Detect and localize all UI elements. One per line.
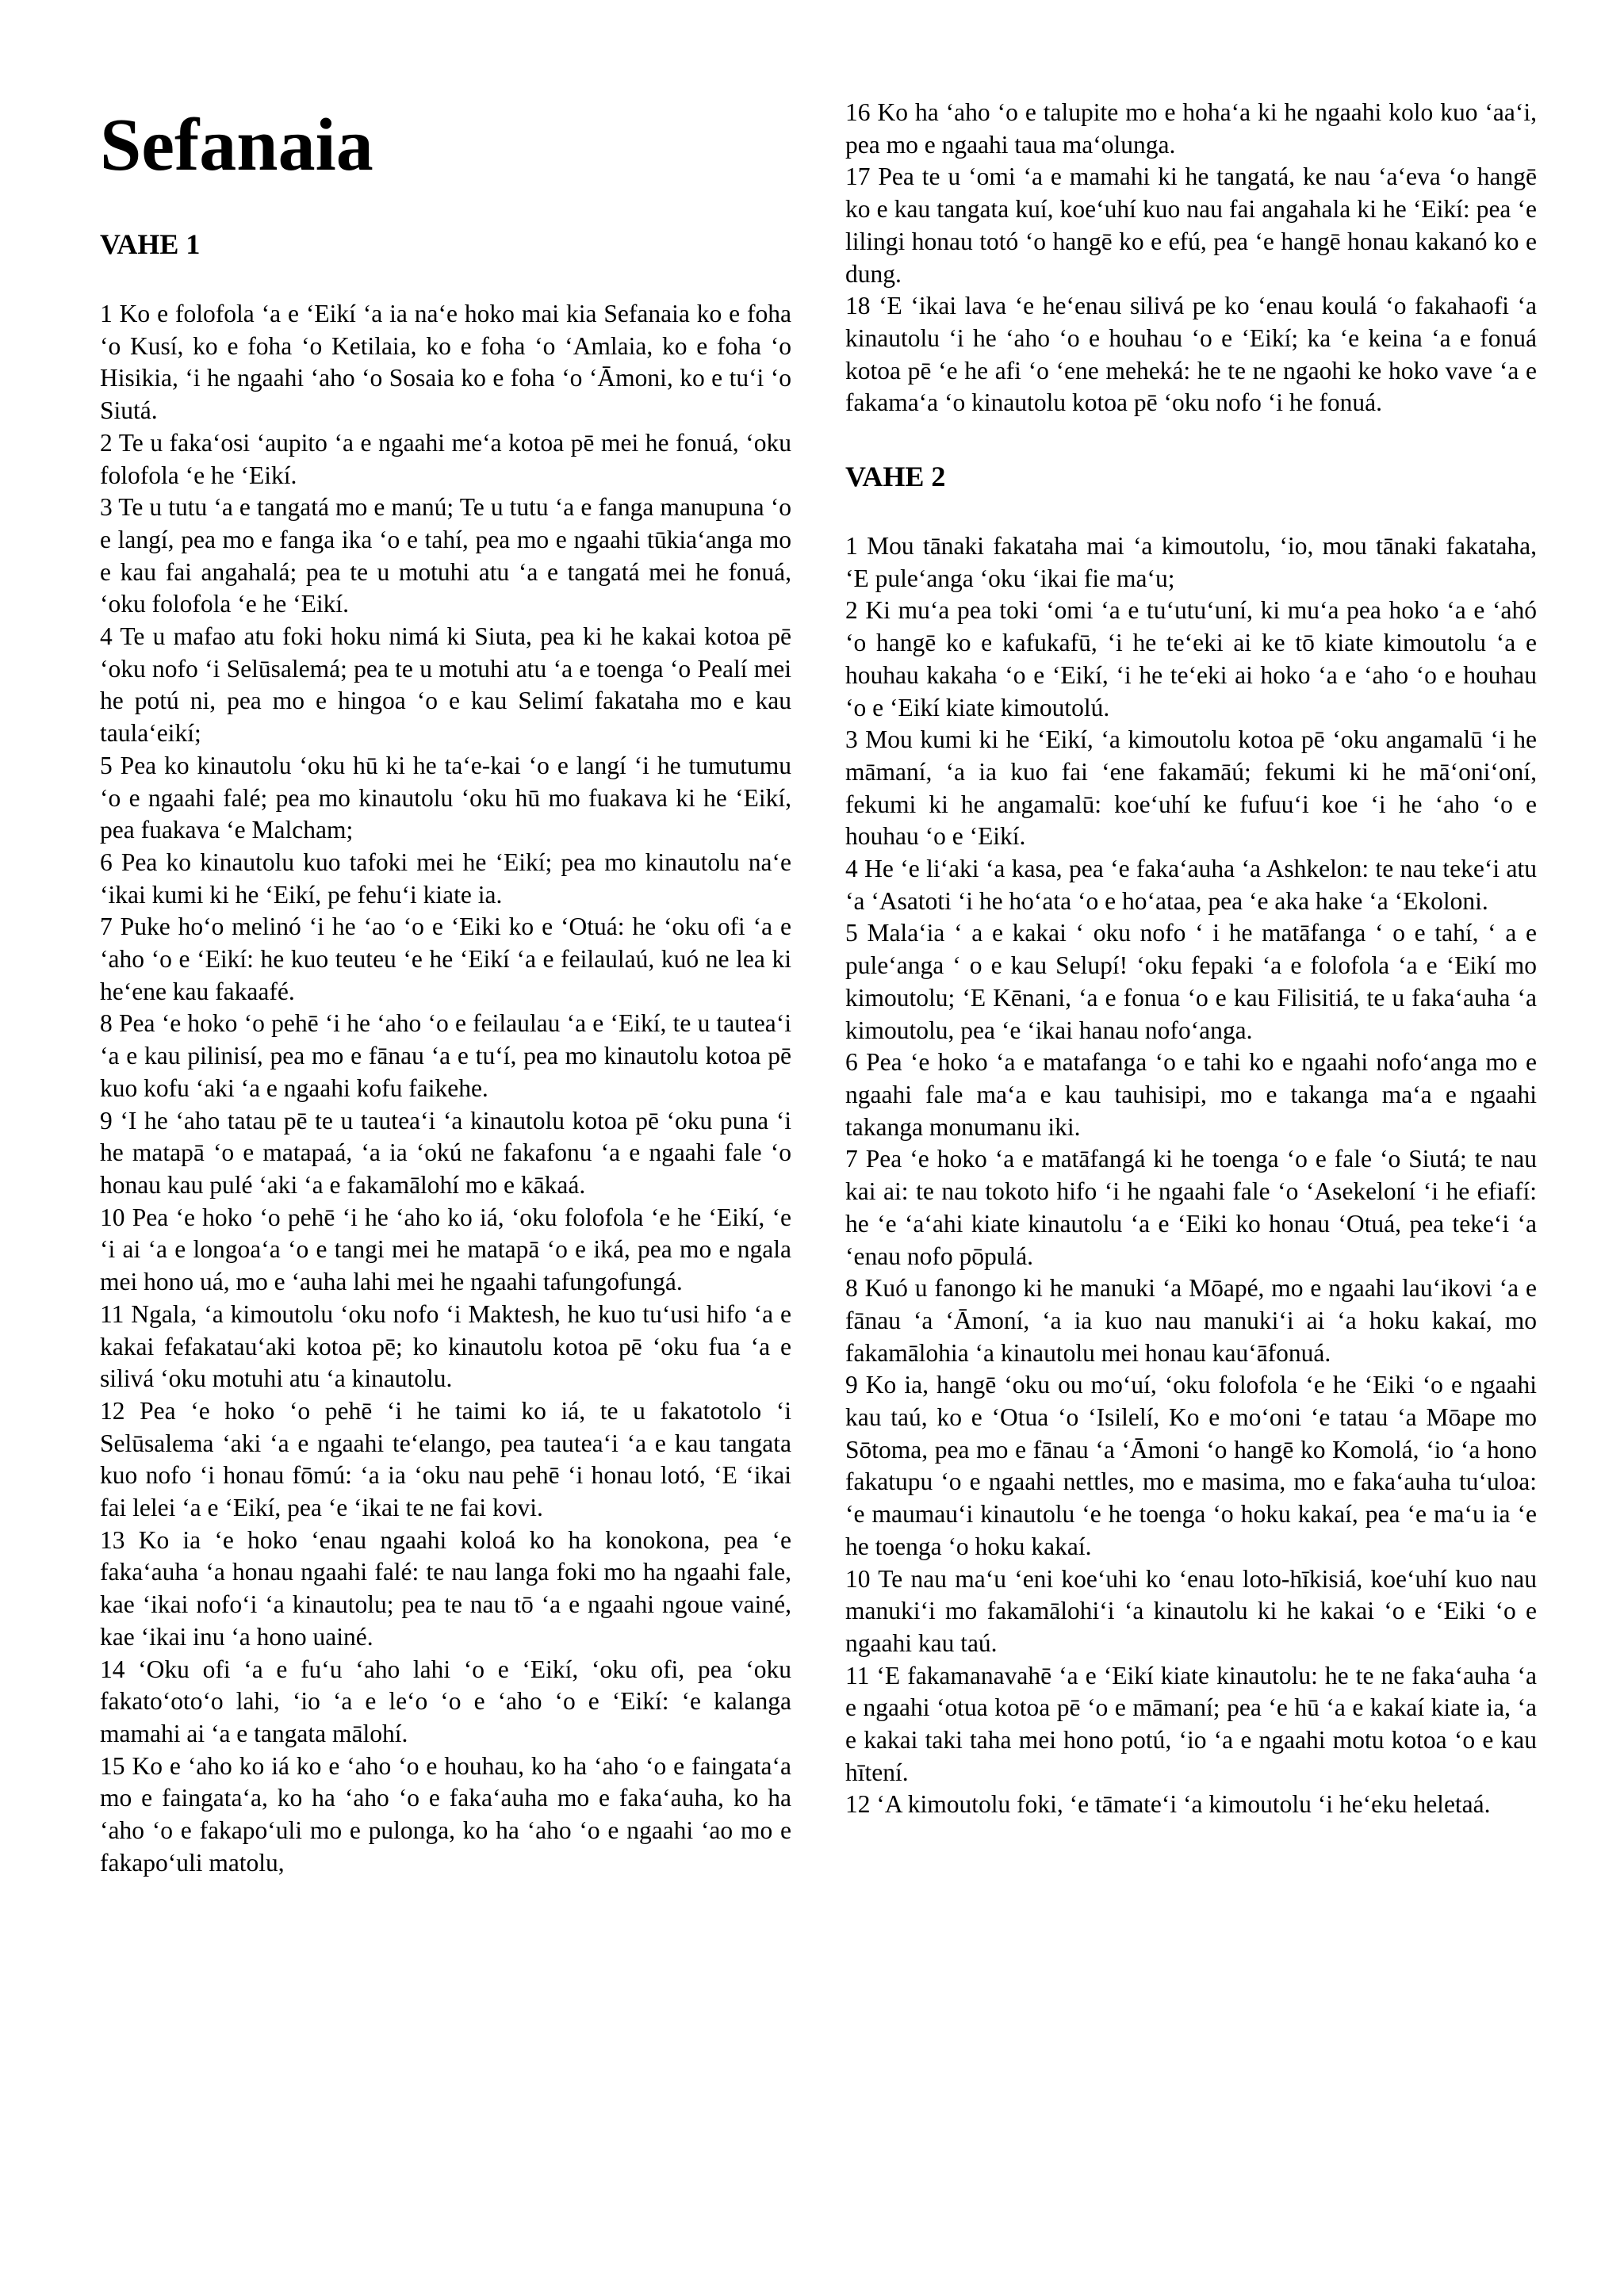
verse: 5 Mala‘ia ‘ a e kakai ‘ oku nofo ‘ i he matāfanga ‘ o e tahí, ‘ a e pule‘anga ‘ o e kau Selupí! ‘oku fepaki ‘a e folofola ‘a e ‘Eikí mo kimoutolu; ‘E Kēnani, ‘a e fonua ‘o e kau Filisitiá, te u faka‘auha ‘a kimoutolu, pea ‘e ‘ikai hanau nofo‘anga. xyxy=(845,919,1537,1044)
left-column xyxy=(100,97,791,1879)
verse: 1 Mou tānaki fakataha mai ‘a kimoutolu, ‘io, mou tānaki fakataha, ‘E pule‘anga ‘oku ‘ikai fie ma‘u; xyxy=(845,532,1537,592)
verse: 2 Ki mu‘a pea toki ‘omi ‘a e tu‘utu‘uní, ki mu‘a pea hoko ‘a e ‘ahó ‘o hangē ko e kafukafū, ‘i he te‘eki ai ke tō kiate kimoutolu ‘a e houhau kakaha ‘o e ‘Eikí, ‘i he te‘eki ai hoko ‘a e ‘aho ‘o e houhau ‘o e ‘Eikí kiate kimoutolú. xyxy=(845,596,1537,721)
verse: 16 Ko ha ‘aho ‘o e talupite mo e hoha‘a ki he ngaahi kolo kuo ‘aa‘i, pea mo e ngaahi taua ma‘olunga. xyxy=(845,98,1537,159)
verse: 10 Pea ‘e hoko ‘o pehē ‘i he ‘aho ko iá, ‘oku folofola ‘e he ‘Eikí, ‘e ‘i ai ‘a e longoa‘a ‘o e tangi mei he matapā ‘o e iká, pea mo e ngala mei hono uá, mo e ‘auha lahi mei he ngaahi tafungofungá. xyxy=(100,1203,791,1296)
right-column xyxy=(845,97,1537,1821)
verse: 4 He ‘e li‘aki ‘a kasa, pea ‘e faka‘auha ‘a Ashkelon: te nau teke‘i atu ‘a ‘Asatoti ‘i he ho‘ata ‘o e ho‘ataa, pea ‘e aka hake ‘a ‘Ekoloni. xyxy=(845,855,1537,915)
verse: 4 Te u mafao atu foki hoku nimá ki Siuta, pea ki he kakai kotoa pē ‘oku nofo ‘i Selūsalemá; pea te u motuhi atu ‘a e toenga ‘o Pealí mei he potú ni, pea mo e hingoa ‘o e kau Selimí fakataha mo e kau taula‘eikí; xyxy=(100,622,791,748)
verse: 18 ‘E ‘ikai lava ‘e he‘enau silivá pe ko ‘enau koulá ‘o fakahaofi ‘a kinautolu ‘i he ‘aho ‘o e houhau ‘o e ‘Eikí; ka ‘e keina ‘a e fonuá kotoa pē ‘e he afi ‘o ‘ene meheká: he te ne ngaohi ke hoko vave ‘a e fakama‘a ‘o kinautolu kotoa pē ‘oku nofo ‘i he fonuá. xyxy=(845,292,1537,417)
verse: 9 ‘I he ‘aho tatau pē te u tautea‘i ‘a kinautolu kotoa pē ‘oku puna ‘i he matapā ‘o e matapaá, ‘a ia ‘okú ne fakafonu ‘a e ngaahi fale ‘o honau kau pulé ‘aki ‘a e fakamālohí mo e kākaá. xyxy=(100,1106,791,1199)
verse: 1 Ko e folofola ‘a e ‘Eikí ‘a ia na‘e hoko mai kia Sefanaia ko e foha ‘o Kusí, ko e foha ‘o Ketilaia, ko e foha ‘o ‘Amlaia, ko e foha ‘o Hisikia, ‘i he ngaahi ‘aho ‘o Sosaia ko e foha ‘o ‘Āmoni, ko e tu‘i ‘o Siutá. xyxy=(100,300,791,425)
verse: 11 Ngala, ‘a kimoutolu ‘oku nofo ‘i Maktesh, he kuo tu‘usi hifo ‘a e kakai fefakatau‘aki kotoa pē; ko kinautolu kotoa pē ‘oku fua ‘a e silivá ‘oku motuhi atu ‘a kinautolu. xyxy=(100,1299,791,1393)
chapter-heading: VAHE 1 xyxy=(100,228,201,260)
verse: 15 Ko e ‘aho ko iá ko e ‘aho ‘o e houhau, ko ha ‘aho ‘o e faingata‘a mo e faingata‘a, ko ha ‘aho ‘o e faka‘auha mo e faka‘auha, ko ha ‘aho ‘o e fakapo‘uli mo e pulonga, ko ha ‘aho ‘o e ngaahi ‘ao mo e fakapo‘uli matolu, xyxy=(100,1751,791,1877)
verse: 3 Mou kumi ki he ‘Eikí, ‘a kimoutolu kotoa pē ‘oku angamalū ‘i he māmaní, ‘a ia kuo fai ‘ene fakamāú; fekumi ki he mā‘oni‘oní, fekumi ki he angamalū: koe‘uhí ke fufuu‘i koe ‘i he ‘aho ‘o e houhau ‘o e ‘Eikí. xyxy=(845,725,1537,851)
chapter-heading: VAHE 2 xyxy=(845,461,946,493)
verse: 9 Ko ia, hangē ‘oku ou mo‘uí, ‘oku folofola ‘e he ‘Eiki ‘o e ngaahi kau taú, ko e ‘Otua ‘o ‘Isilelí, Ko e mo‘oni ‘e tatau ‘a Mōape mo Sōtoma, pea mo e fānau ‘a ‘Āmoni ‘o hangē ko Komolá, ‘io ‘a hono fakatupu ‘o e ngaahi nettles, mo e masima, mo e faka‘auha tu‘uloa: ‘e maumau‘i kinautolu ‘e he toenga ‘o hoku kakaí, pea ‘e ma‘u ia ‘e he toenga ‘o hoku kakaí. xyxy=(845,1371,1537,1560)
verse: 2 Te u faka‘osi ‘aupito ‘a e ngaahi me‘a kotoa pē mei he fonuá, ‘oku folofola ‘e he ‘Eikí. xyxy=(100,428,791,489)
verse: 5 Pea ko kinautolu ‘oku hū ki he ta‘e-kai ‘o e langí ‘i he tumutumu ‘o e ngaahi falé; pea mo kinautolu ‘oku hū mo fuakava ki he ‘Eikí, pea fuakava ‘e Malcham; xyxy=(100,751,791,844)
verse: 17 Pea te u ‘omi ‘a e mamahi ki he tangatá, ke nau ‘a‘eva ‘o hangē ko e kau tangata kuí, koe‘uhí kuo nau fai angahala ki he ‘Eikí: pea ‘e lilingi honau totó ‘o hangē ko e efú, pea ‘e hangē honau kakanó ko e dung. xyxy=(845,163,1537,288)
verse: 7 Pea ‘e hoko ‘a e matāfangá ki he toenga ‘o e fale ‘o Siutá; te nau kai ai: te nau tokoto hifo ‘i he ngaahi fale ‘o ‘Asekeloní ‘i he efiafí: he ‘e ‘a‘ahi kiate kinautolu ‘a e ‘Eiki ko honau ‘Otuá, pea teke‘i ‘a ‘enau nofo pōpulá. xyxy=(845,1145,1537,1270)
verse: 8 Pea ‘e hoko ‘o pehē ‘i he ‘aho ‘o e feilaulau ‘a e ‘Eikí, te u tautea‘i ‘a e kau pilinisí, pea mo e fānau ‘a e tu‘í, pea mo kinautolu kotoa pē kuo kofu ‘aki ‘a e ngaahi kofu faikehe. xyxy=(100,1009,791,1102)
verse: 10 Te nau ma‘u ‘eni koe‘uhi ko ‘enau loto-hīkisiá, koe‘uhí kuo nau manuki‘i mo fakamālohi‘i ‘a kinautolu ki he kakai ‘o e ‘Eiki ‘o e ngaahi kau taú. xyxy=(845,1564,1537,1657)
verse: 12 ‘A kimoutolu foki, ‘e tāmate‘i ‘a kimoutolu ‘i he‘eku heletaá. xyxy=(845,1790,1491,1819)
verse: 7 Puke ho‘o melinó ‘i he ‘ao ‘o e ‘Eiki ko e ‘Otuá: he ‘oku ofi ‘a e ‘aho ‘o e ‘Eikí: he kuo teuteu ‘e he ‘Eikí ‘a e feilaulaú, kuó ne lea ki he‘ene kau fakaafé. xyxy=(100,913,791,1005)
verse: 6 Pea ‘e hoko ‘a e matafanga ‘o e tahi ko e ngaahi nofo‘anga mo e ngaahi fale ma‘a e kau tauhisipi, mo e takanga ma‘a e ngaahi takanga monumanu iki. xyxy=(845,1048,1537,1141)
verse: 3 Te u tutu ‘a e tangatá mo e manú; Te u tutu ‘a e fanga manupuna ‘o e langí, pea mo e fanga ika ‘o e tahí, pea mo e ngaahi tūkia‘anga mo e kau fai angahalá; pea te u motuhi atu ‘a e tangatá mei he fonuá, ‘oku folofola ‘e he ‘Eikí. xyxy=(100,493,791,618)
verse: 8 Kuó u fanongo ki he manuki ‘a Mōapé, mo e ngaahi lau‘ikovi ‘a e fānau ‘a ‘Āmoní, ‘a ia kuo nau manuki‘i ai ‘a hoku kakaí, mo fakamālohia ‘a kinautolu mei honau kau‘āfonuá. xyxy=(845,1274,1537,1367)
verse: 12 Pea ‘e hoko ‘o pehē ‘i he taimi ko iá, te u fakatotolo ‘i Selūsalema ‘aki ‘a e ngaahi te‘elango, pea tautea‘i ‘a e kau tangata kuo nofo ‘i honau fōmú: ‘a ia ‘oku nau pehē ‘i honau lotó, ‘E ‘ikai fai lelei ‘a e ‘Eikí, pea ‘e ‘ikai te ne fai kovi. xyxy=(100,1396,791,1522)
book-title: Sefanaia xyxy=(100,104,373,186)
verse: 14 ‘Oku ofi ‘a e fu‘u ‘aho lahi ‘o e ‘Eikí, ‘oku ofi, pea ‘oku fakato‘oto‘o lahi, ‘io ‘a e le‘o ‘o e ‘aho ‘o e ‘Eikí: ‘e kalanga mamahi ai ‘a e tangata mālohí. xyxy=(100,1655,791,1747)
verse: 6 Pea ko kinautolu kuo tafoki mei he ‘Eikí; pea mo kinautolu na‘e ‘ikai kumi ki he ‘Eikí, pe fehu‘i kiate ia. xyxy=(100,848,791,909)
verse: 13 Ko ia ‘e hoko ‘enau ngaahi koloá ko ha konokona, pea ‘e faka‘auha ‘a honau ngaahi falé: te nau langa foki mo ha ngaahi fale, kae ‘ikai nofo‘i ‘a kinautolu; pea te nau tō ‘a e ngaahi ngoue vainé, kae ‘ikai inu ‘a hono uainé. xyxy=(100,1525,791,1651)
verse: 11 ‘E fakamanavahē ‘a e ‘Eikí kiate kinautolu: he te ne faka‘auha ‘a e ngaahi ‘otua kotoa pē ‘o e māmaní; pea ‘e hū ‘a e kakaí kiate ia, ‘a e kakai taki taha mei hono potú, ‘io ‘a e ngaahi motu kotoa ‘o e kau hītení. xyxy=(845,1661,1537,1786)
